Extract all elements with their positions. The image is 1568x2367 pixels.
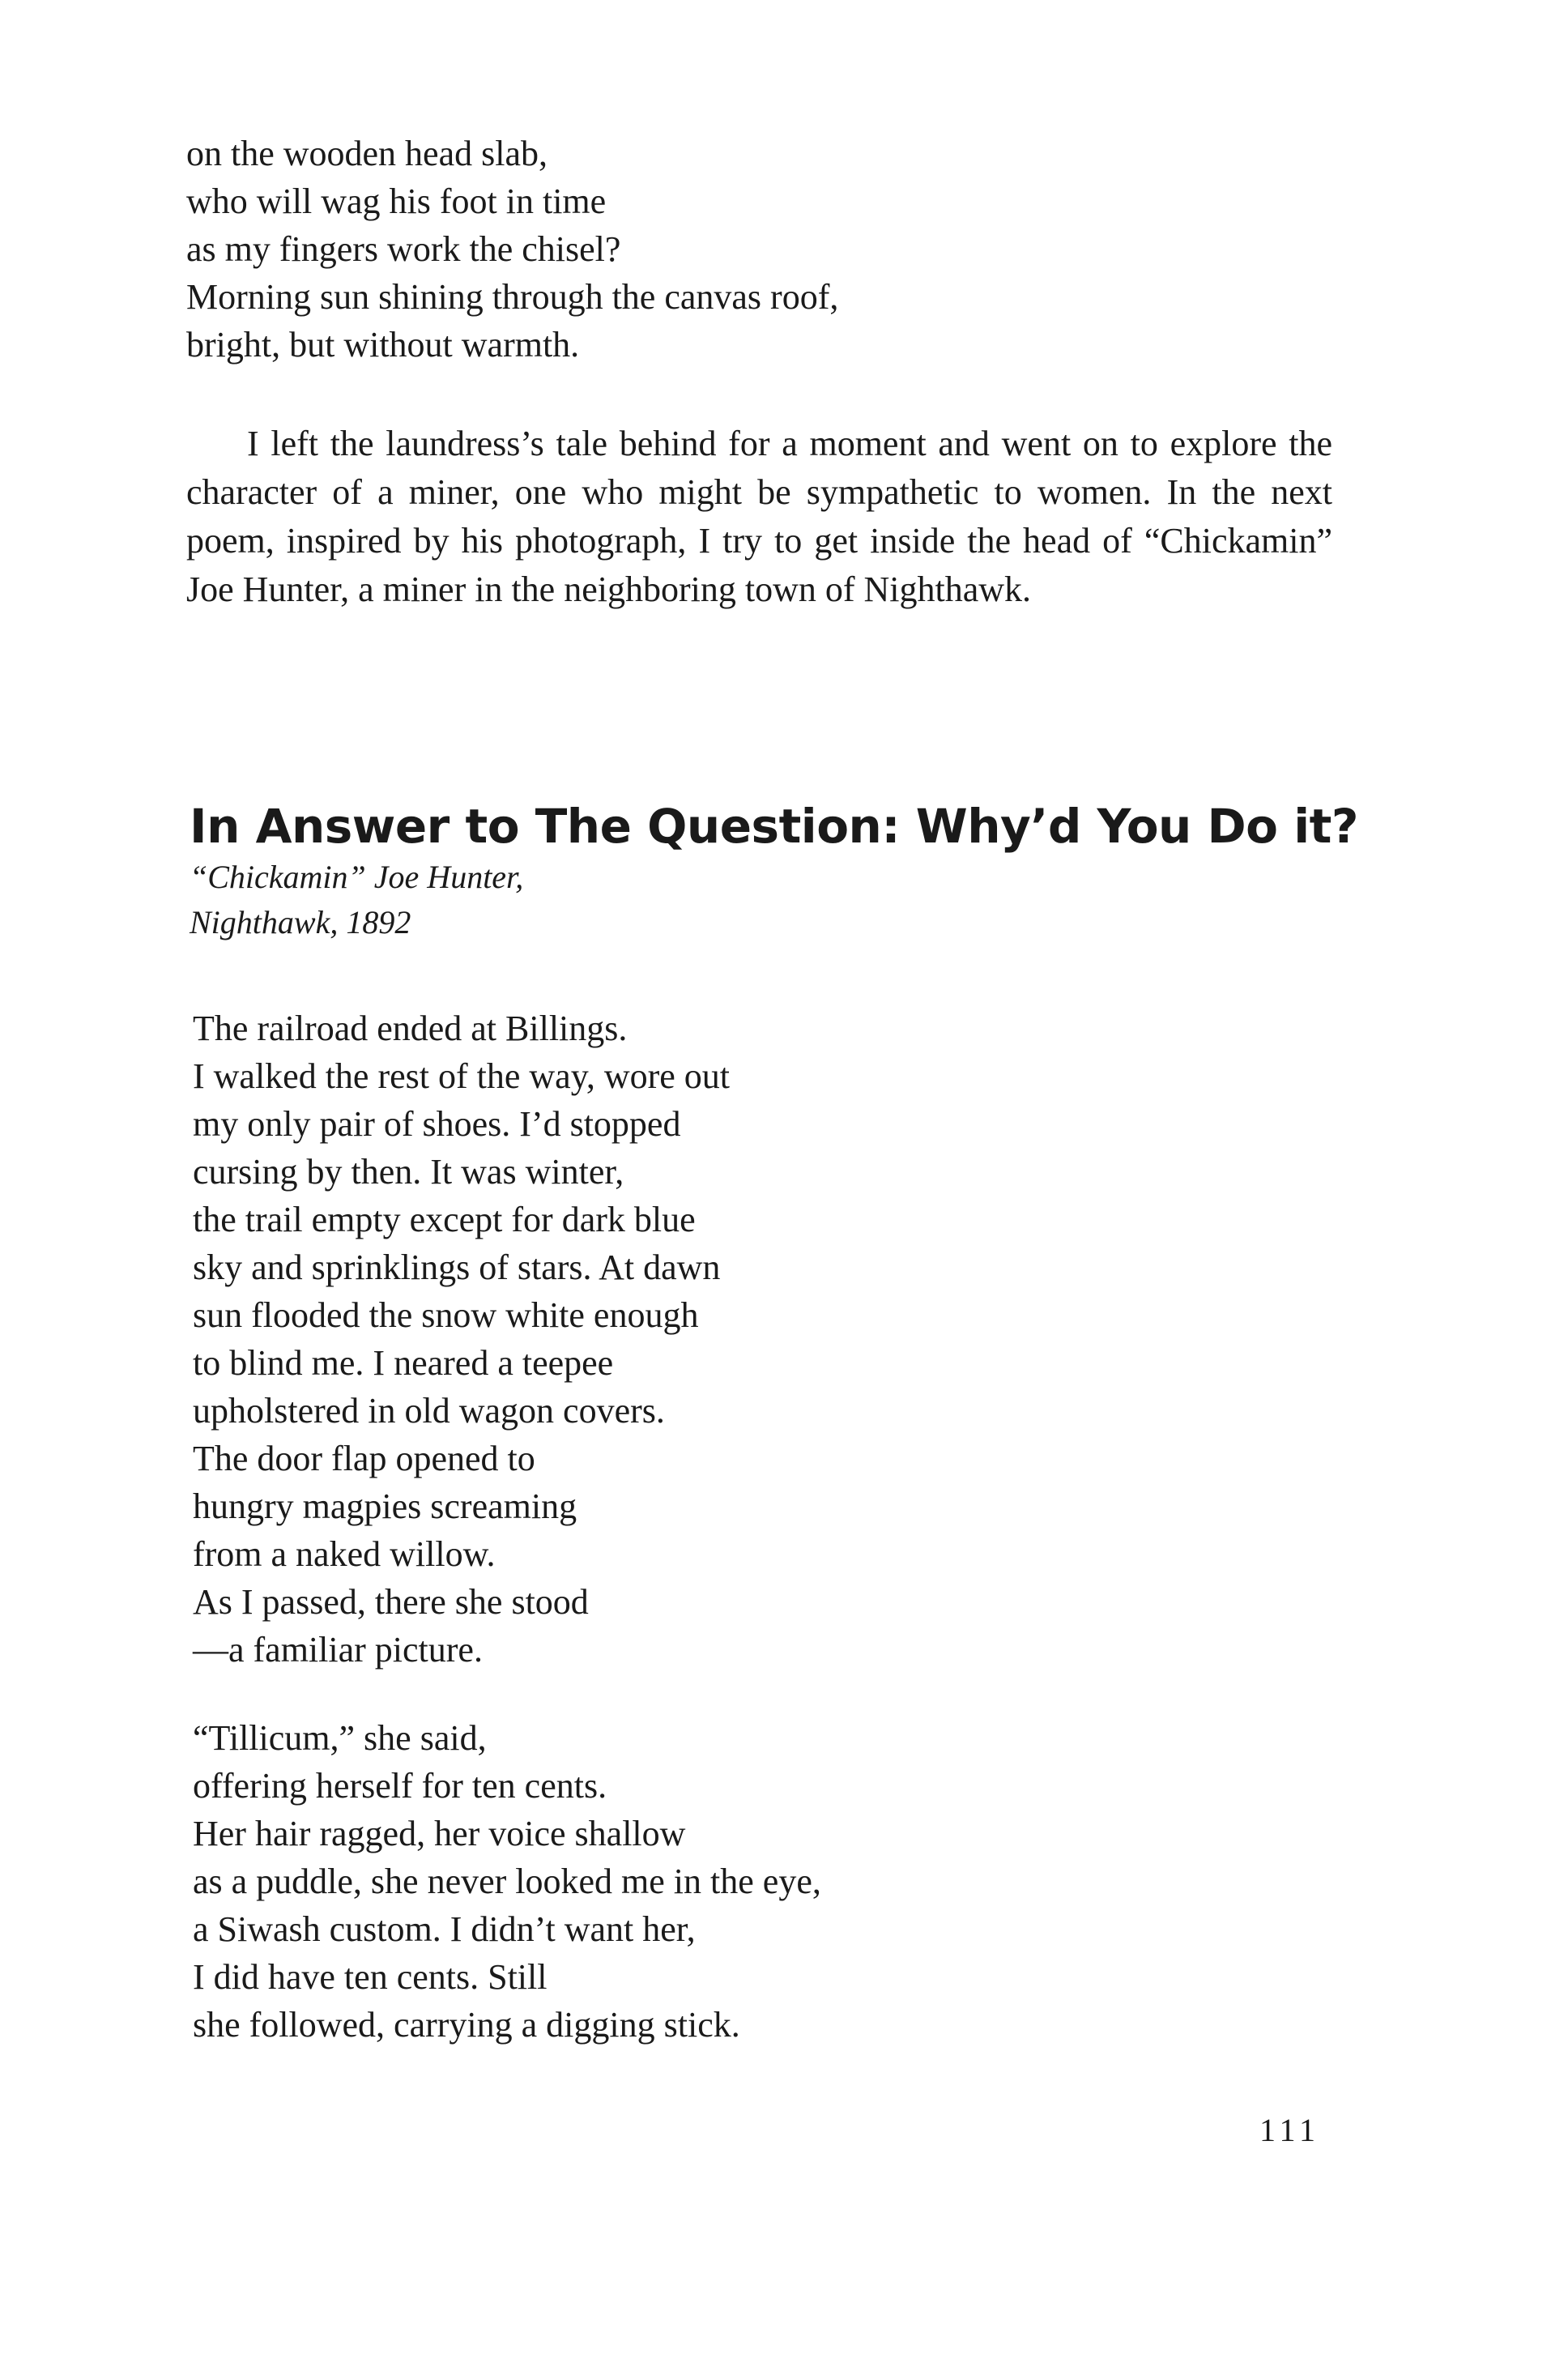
verse-line: The railroad ended at Billings. [193, 1009, 628, 1048]
verse-line: offering herself for ten cents. [193, 1766, 607, 1806]
prose-paragraph-block [186, 420, 1332, 614]
verse-line: sun flooded the snow white enough [193, 1295, 699, 1335]
verse-line: Her hair ragged, her voice shallow [193, 1814, 686, 1853]
poem-heading [190, 798, 1358, 945]
verse-line: the trail empty except for dark blue [193, 1200, 696, 1239]
verse-line: she followed, carrying a digging stick. [193, 2005, 740, 2045]
poem-title: In Answer to The Question: Why’d You Do it? [190, 799, 1358, 854]
verse-line: I walked the rest of the way, wore out [193, 1056, 731, 1096]
prose-paragraph: I left the laundress’s tale behind for a moment and went on to explore the character of a miner, one who might be sympathetic to women. In the next poem, inspired by his photograph, I try to get inside the head of “Chickamin” Joe Hunter, a miner in the neighboring town of Nighthawk. [186, 424, 1332, 609]
verse-line: As I passed, there she stood [193, 1582, 589, 1622]
verse-line: my only pair of shoes. I’d stopped [193, 1104, 681, 1144]
verse-line: Morning sun shining through the canvas roof, [186, 277, 839, 317]
verse-line: bright, but without warmth. [186, 325, 580, 365]
poem-stanza-1 [193, 1004, 730, 1674]
page-number: 111 [1259, 2112, 1321, 2148]
verse-line: cursing by then. It was winter, [193, 1152, 624, 1192]
opening-verse [186, 130, 838, 369]
verse-line: as a puddle, she never looked me in the eye, [193, 1862, 821, 1901]
verse-line: The door flap opened to [193, 1439, 535, 1478]
poem-attribution-place-date: Nighthawk, 1892 [190, 904, 411, 940]
verse-line: a Siwash custom. I didn’t want her, [193, 1909, 696, 1949]
verse-line: I did have ten cents. Still [193, 1957, 548, 1997]
verse-line: as my fingers work the chisel? [186, 229, 621, 269]
verse-line: sky and sprinklings of stars. At dawn [193, 1247, 721, 1287]
poem-stanza-2 [193, 1714, 821, 2049]
verse-line: upholstered in old wagon covers. [193, 1391, 665, 1431]
verse-line: from a naked willow. [193, 1534, 496, 1574]
poem-attribution-name: “Chickamin” Joe Hunter, [190, 859, 524, 895]
verse-line: “Tillicum,” she said, [193, 1718, 487, 1758]
verse-line: who will wag his foot in time [186, 181, 607, 221]
verse-line: to blind me. I neared a teepee [193, 1343, 614, 1383]
verse-line: hungry magpies screaming [193, 1486, 577, 1526]
verse-line: on the wooden head slab, [186, 134, 548, 173]
verse-line: —a familiar picture. [193, 1630, 483, 1670]
